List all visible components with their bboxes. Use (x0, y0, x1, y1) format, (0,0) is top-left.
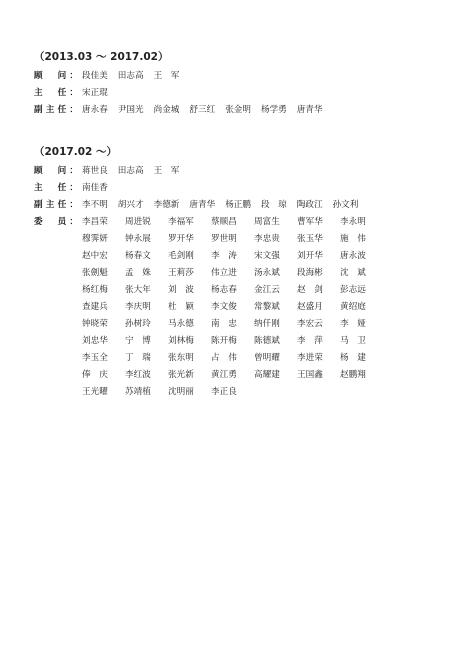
person-name: 李德新 (153, 200, 180, 210)
member-name: 宁 博 (125, 336, 151, 346)
member-name: 常黎斌 (254, 302, 280, 312)
member-name: 段海彬 (297, 268, 323, 278)
section-2017 (34, 145, 434, 399)
member-name: 张劍魁 (82, 268, 108, 278)
member-name: 杨 建 (340, 353, 366, 363)
member-name: 宋文强 (254, 251, 280, 261)
member-name: 蔡顺昌 (211, 217, 237, 227)
member-name: 李 萍 (297, 336, 323, 346)
member-name: 汤永斌 (254, 268, 280, 278)
role-label: 顾 问： (34, 71, 78, 81)
member-name-grid (82, 216, 428, 399)
member-name: 王莉莎 (168, 268, 194, 278)
member-name: 南 忠 (211, 319, 237, 329)
person-name: 段 琼 (260, 200, 287, 210)
member-name: 王光曜 (82, 387, 108, 397)
row-advisors (34, 165, 434, 178)
member-name: 杨红梅 (82, 285, 108, 295)
member-name: 李玉全 (82, 353, 108, 363)
person-name: 张金明 (225, 105, 251, 115)
member-name: 李庆明 (125, 302, 151, 312)
member-name: 黄江勇 (211, 370, 237, 380)
member-name: 李红波 (125, 370, 151, 380)
role-label: 主 任： (34, 88, 78, 98)
member-name: 沈 斌 (340, 268, 366, 278)
member-name: 赵中宏 (82, 251, 108, 261)
person-name: 尹国光 (117, 105, 144, 115)
role-label: 委 员： (34, 217, 78, 227)
member-name: 刘忠华 (82, 336, 108, 346)
member-name: 李福军 (168, 217, 194, 227)
member-name: 孟 姝 (125, 268, 151, 278)
row-advisors (34, 70, 434, 83)
member-name: 唐永波 (340, 251, 366, 261)
member-name: 曹军华 (297, 217, 323, 227)
member-name: 沈明丽 (168, 387, 194, 397)
name-list (82, 104, 428, 117)
member-name: 周进锐 (125, 217, 151, 227)
member-name: 陈德斌 (254, 336, 280, 346)
member-name: 赵 剑 (297, 285, 323, 295)
member-name: 杨春文 (125, 251, 151, 261)
section-2013 (34, 50, 434, 117)
member-name: 刘林梅 (168, 336, 194, 346)
member-name: 李正良 (211, 387, 237, 397)
member-name: 曾明耀 (254, 353, 280, 363)
member-name: 李文俊 (211, 302, 237, 312)
row-members (34, 216, 434, 399)
person-name: 唐青华 (296, 105, 323, 115)
member-name: 李宏云 (297, 319, 323, 329)
name-list (82, 165, 428, 178)
person-name: 孙文利 (332, 200, 359, 210)
member-name: 张大年 (125, 285, 151, 295)
person-name: 胡兴才 (117, 200, 144, 210)
person-name: 宋正琨 (82, 88, 108, 98)
person-name: 南佳香 (82, 183, 108, 193)
member-name: 张玉华 (297, 234, 323, 244)
person-name: 舒三红 (189, 105, 216, 115)
member-name: 杨志春 (211, 285, 237, 295)
row-director (34, 87, 434, 100)
member-name: 彭志远 (340, 285, 366, 295)
member-name: 刘 波 (168, 285, 194, 295)
row-deputy-directors (34, 104, 434, 117)
person-name: 陶政江 (296, 200, 323, 210)
member-name: 纳仟刚 (254, 319, 280, 329)
person-name: 唐永春 (82, 105, 108, 115)
member-name: 王国鑫 (297, 370, 323, 380)
member-name: 施 伟 (340, 234, 366, 244)
member-name: 赵鹏翔 (340, 370, 366, 380)
member-name: 周富生 (254, 217, 280, 227)
person-name: 王 军 (153, 166, 180, 176)
member-name: 苏靖植 (125, 387, 151, 397)
period-heading: （2017.02 ～） (34, 146, 117, 158)
member-name: 金江云 (254, 285, 280, 295)
person-name: 尚金城 (153, 105, 180, 115)
member-name: 杜 颖 (168, 302, 194, 312)
member-name: 陈开梅 (211, 336, 237, 346)
member-name: 马 卫 (340, 336, 366, 346)
member-name: 查建兵 (82, 302, 108, 312)
role-label: 副主任： (34, 200, 78, 210)
member-name: 马永德 (168, 319, 194, 329)
person-name: 段佳美 (82, 71, 108, 81)
member-name: 高耀建 (254, 370, 280, 380)
member-name: 丁 瑞 (125, 353, 151, 363)
member-name: 黄绍庭 (340, 302, 366, 312)
period-heading: （2013.03 ～ 2017.02） (34, 51, 169, 63)
member-name: 俸 庆 (82, 370, 108, 380)
member-name: 毛剑刚 (168, 251, 194, 261)
member-name: 李 涛 (211, 251, 237, 261)
member-name: 钟晓荣 (82, 319, 108, 329)
member-name: 李忠贵 (254, 234, 280, 244)
member-name: 李 娅 (340, 319, 366, 329)
row-director (34, 182, 434, 195)
name-list (82, 70, 428, 83)
member-name: 穆霁妍 (82, 234, 108, 244)
name-list (82, 199, 428, 212)
member-name: 张光新 (168, 370, 194, 380)
member-name: 张东明 (168, 353, 194, 363)
member-name: 赵盛月 (297, 302, 323, 312)
member-name: 罗世明 (211, 234, 237, 244)
person-name: 田志高 (117, 71, 144, 81)
person-name: 蒋世良 (82, 166, 108, 176)
person-name: 王 军 (153, 71, 180, 81)
member-name: 罗开华 (168, 234, 194, 244)
person-name: 田志高 (117, 166, 144, 176)
person-name: 唐青华 (189, 200, 216, 210)
member-name: 李昌荣 (82, 217, 108, 227)
member-name: 李永明 (340, 217, 366, 227)
role-label: 主 任： (34, 183, 78, 193)
member-name: 孙树玲 (125, 319, 151, 329)
member-name: 李进荣 (297, 353, 323, 363)
member-name: 占 伟 (211, 353, 237, 363)
member-name: 刘开华 (297, 251, 323, 261)
member-name: 伟立进 (211, 268, 237, 278)
role-label: 顾 问： (34, 166, 78, 176)
member-name: 钟永展 (125, 234, 151, 244)
role-label: 副主任： (34, 105, 78, 115)
person-name: 杨正鹏 (225, 200, 251, 210)
name-list (82, 182, 428, 195)
person-name: 李不明 (82, 200, 108, 210)
person-name: 杨学勇 (260, 105, 287, 115)
row-deputy-directors (34, 199, 434, 212)
name-list (82, 87, 428, 100)
